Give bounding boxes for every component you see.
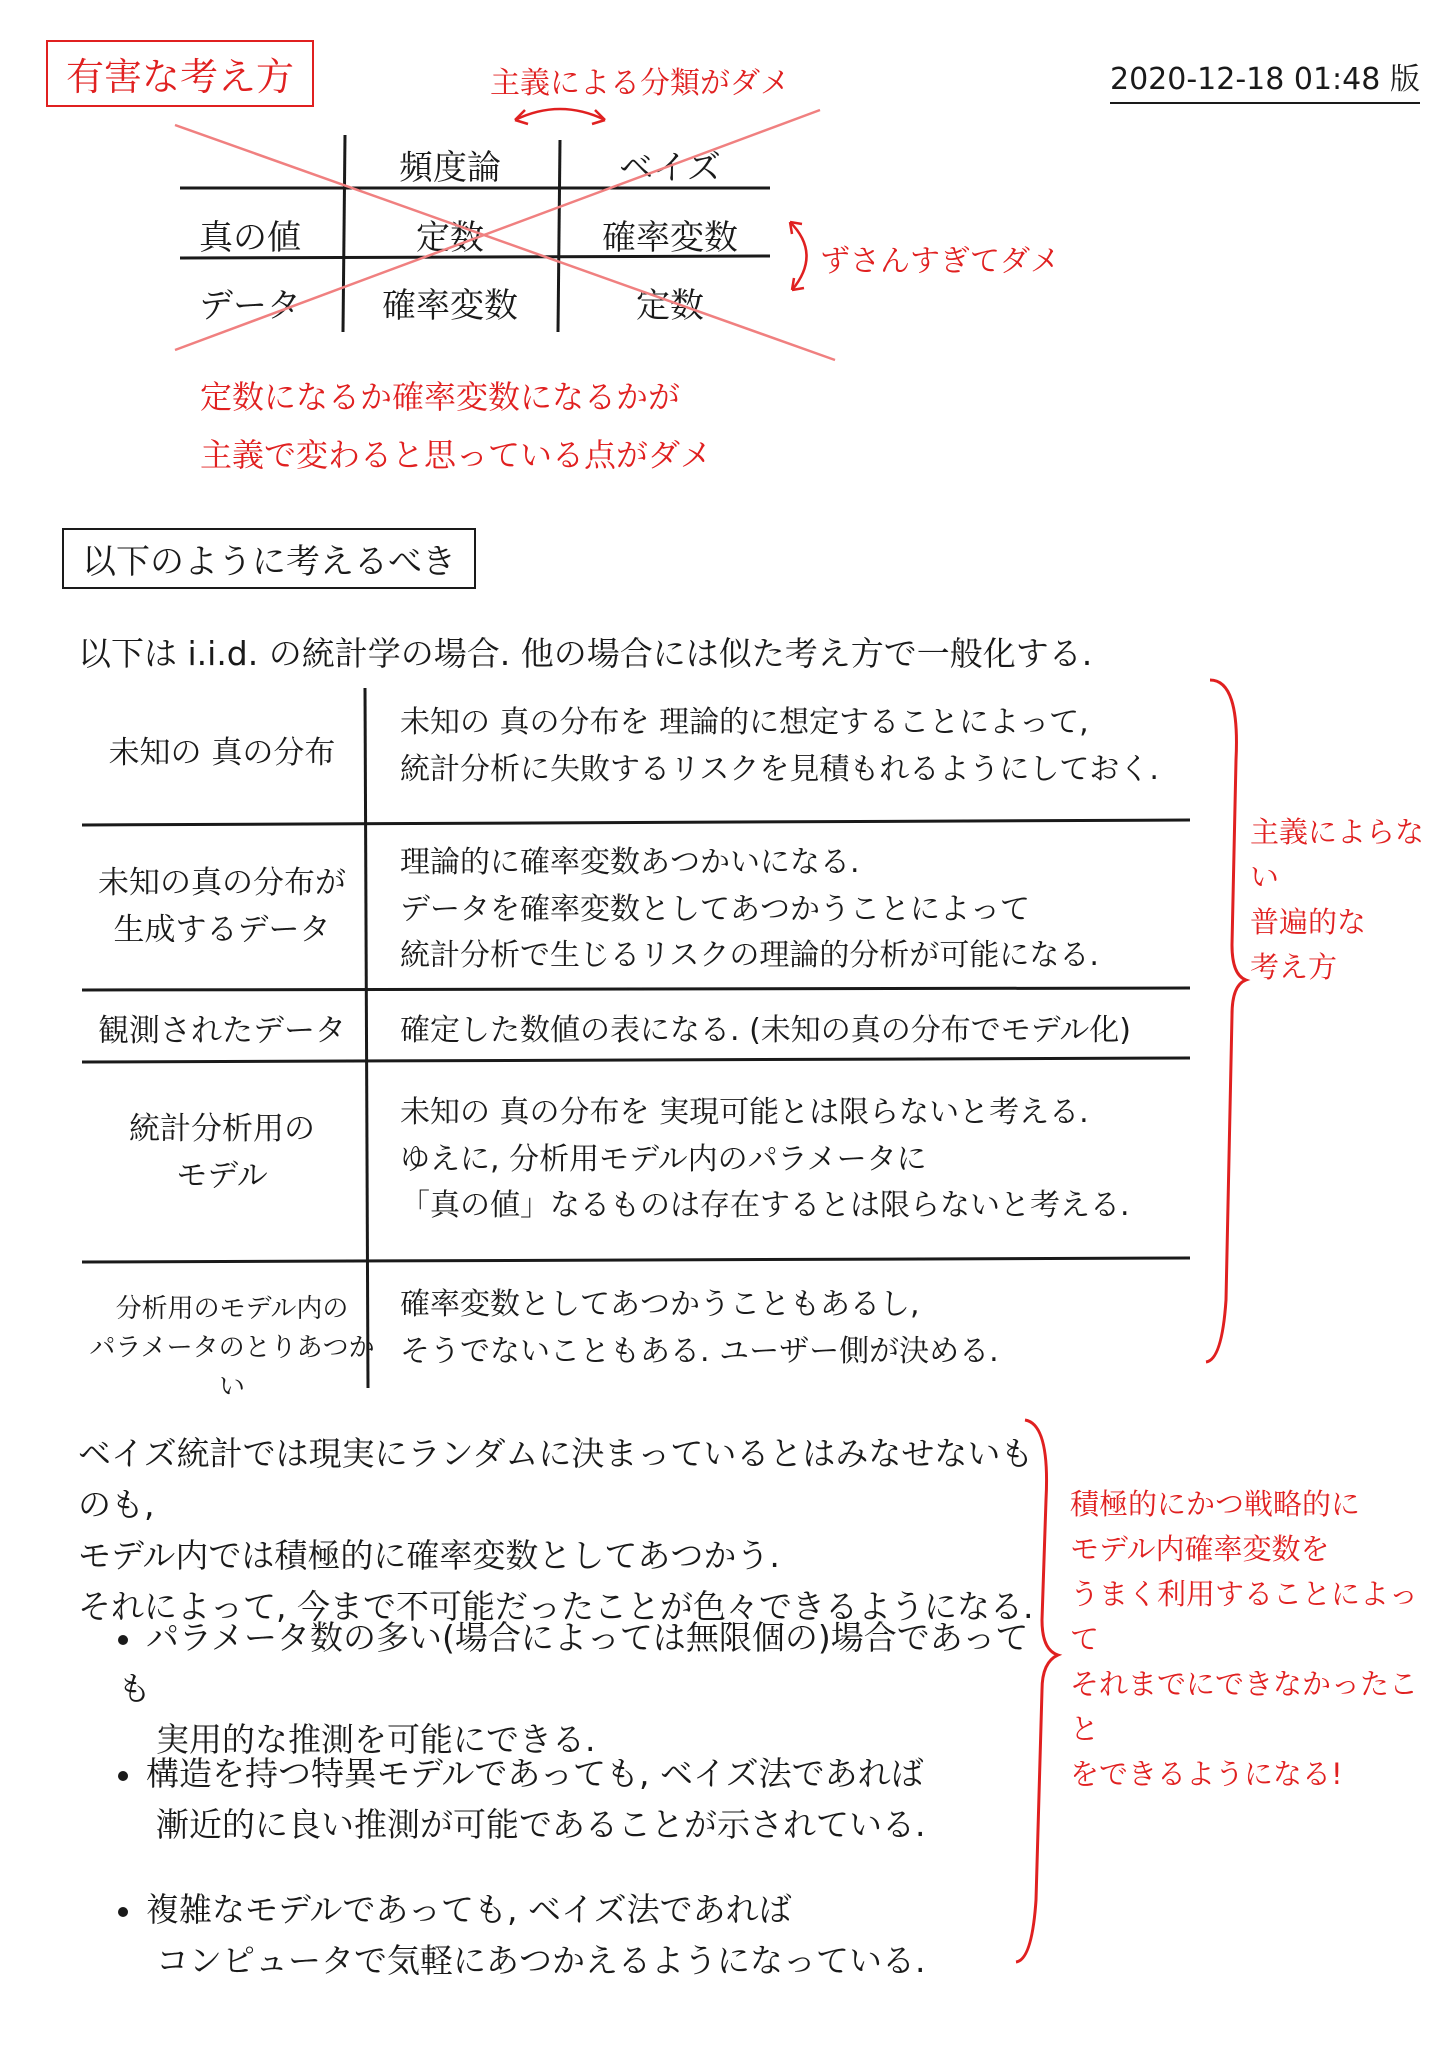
- row-text: 未知の 真の分布を 理論的に想定することによって, 統計分析に失敗するリスクを見積もれるようにしておく.: [400, 705, 1159, 787]
- section-intro: 以下は i.i.d. の統計学の場合. 他の場合には似た考え方で一般化する.: [78, 634, 1093, 673]
- bullet-item: 複雑なモデルであっても, ベイズ法であれば コンピュータで気軽にあつかえるようになっている.: [118, 1884, 1038, 1986]
- row-text: 確定した数値の表になる. (未知の真の分布でモデル化): [400, 1013, 1131, 1048]
- note-too-sloppy: ずさんすぎてダメ: [820, 244, 1060, 279]
- bullet-item: 構造を持つ特異モデルであっても, ベイズ法であれば 漸近的に良い推測が可能であることが示されている.: [118, 1748, 1038, 1850]
- col-header-frequentist: 頻度論: [399, 148, 501, 188]
- note-bottom-line2: 主義で変わると思っている点がダメ: [200, 436, 713, 474]
- col-header-bayes: ベイズ: [619, 148, 721, 188]
- row-label: 未知の 真の分布: [108, 735, 336, 771]
- row-label-true-value: 真の値: [199, 218, 301, 258]
- row-text: 確率変数としてあつかうこともあるし, そうでないこともある. ユーザー側が決める.: [400, 1287, 999, 1369]
- row-label: 統計分析用の モデル: [129, 1111, 315, 1194]
- side-note-universal: 主義によらない 普遍的な 考え方: [1250, 815, 1425, 984]
- side-note-strategic: 積極的にかつ戦略的に モデル内確率変数を うまく利用することによって それまでにできなかったこと をできるようになる!: [1070, 1487, 1419, 1791]
- page-title: 有害な考え方: [46, 40, 314, 107]
- row-label: 観測されたデータ: [98, 1013, 346, 1049]
- bullet-item: パラメータ数の多い(場合によっては無限個の)場合であっても 実用的な推測を可能にできる.: [118, 1618, 1029, 1760]
- section-title: 以下のように考えるべき: [62, 528, 476, 589]
- cell-true-bayes: 確率変数: [602, 218, 738, 258]
- note-classification: 主義による分類がダメ: [490, 66, 790, 101]
- row-label-data: データ: [199, 286, 301, 326]
- version-stamp: 2020-12-18 01:48 版: [1110, 54, 1420, 104]
- cell-true-freq: 定数: [416, 218, 484, 258]
- bayes-paragraph: ベイズ統計では現実にランダムに決まっているとはみなせないものも, モデル内では積極的に確率変数としてあつかう. それによって, 今まで不可能だったことが色々できるようになる.: [78, 1434, 1034, 1627]
- cell-data-bayes: 定数: [636, 286, 704, 326]
- row-text: 理論的に確率変数あつかいになる. データを確率変数としてあつかうことによって 統計分析で生じるリスクの理論的分析が可能になる.: [400, 845, 1099, 973]
- cell-data-freq: 確率変数: [382, 286, 518, 326]
- row-text: 未知の 真の分布を 実現可能とは限らないと考える. ゆえに, 分析用モデル内のパラメータに 「真の値」なるものは存在するとは限らないと考える.: [400, 1095, 1130, 1223]
- note-bottom-line1: 定数になるか確率変数になるかが: [200, 378, 681, 416]
- row-label: 未知の真の分布が 生成するデータ: [98, 865, 346, 948]
- row-label: 分析用のモデル内の パラメータのとりあつかい: [89, 1294, 375, 1402]
